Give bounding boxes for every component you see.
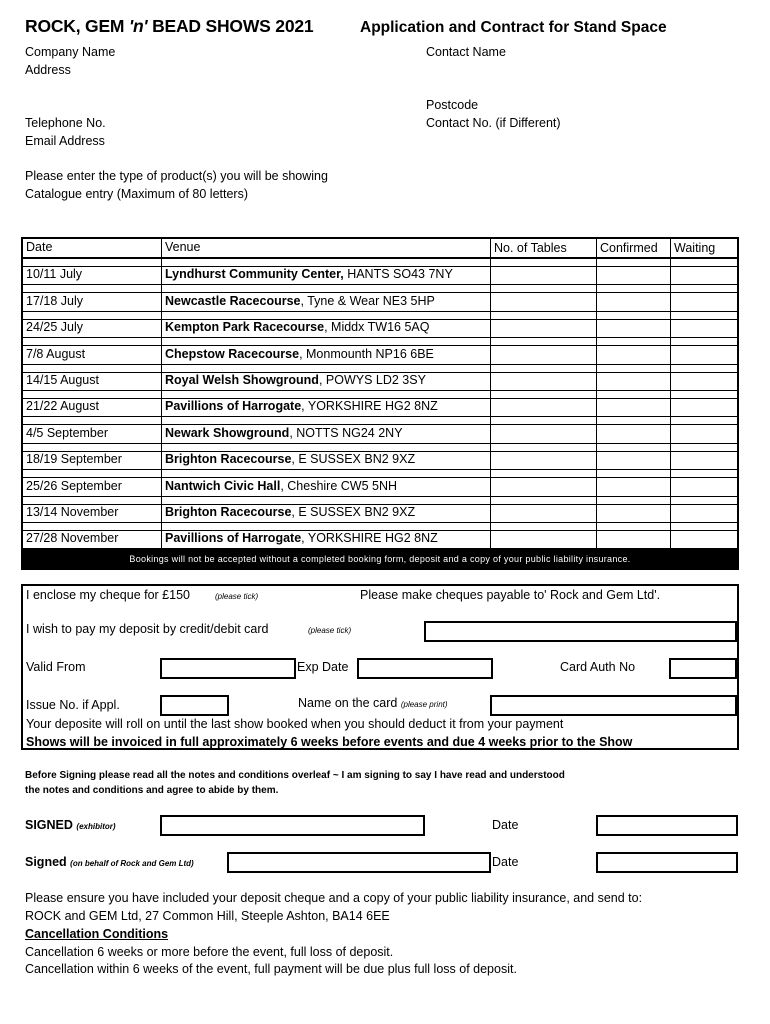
waiting-cell[interactable]: [671, 338, 737, 363]
venue-location: , NOTTS NG24 2NY: [289, 425, 403, 440]
waiting-cell[interactable]: [671, 312, 737, 337]
header-waiting: Waiting: [674, 241, 716, 255]
row-venue: [162, 391, 491, 416]
venue-name: Brighton Racecourse: [165, 504, 292, 519]
signing-note-line1: Before Signing please read all the notes and conditions overleaf ~ I am signing to say I have read and understood: [25, 770, 565, 781]
booking-notice: Bookings will not be accepted without a completed booking form, deposit and a copy of your public liability insurance.: [23, 549, 737, 568]
venue-name: Lyndhurst Community Center,: [165, 267, 344, 282]
venue-name: Pavillions of Harrogate: [165, 399, 302, 414]
row-venue: [162, 285, 491, 310]
tables-input-cell[interactable]: [491, 365, 597, 390]
signing-note-line2: the notes and conditions and agree to abide by them.: [25, 785, 279, 796]
exhibitor-sign-label: SIGNED (exhibitor): [25, 818, 116, 832]
row-date: 27/28 November: [23, 523, 162, 548]
venue-location: , Cheshire CW5 5NH: [280, 478, 398, 493]
company-sign-label: Signed (on behalf of Rock and Gem Ltd): [25, 855, 194, 869]
exhibitor-date-label: Date: [492, 818, 519, 832]
table-row: [23, 285, 737, 311]
show-schedule-table: [21, 237, 739, 570]
confirmed-cell[interactable]: [597, 523, 671, 548]
exhibitor-date-field[interactable]: [596, 815, 738, 836]
confirmed-cell[interactable]: [597, 365, 671, 390]
cheque-tick-hint: (please tick): [215, 592, 259, 601]
form-subtitle: Application and Contract for Stand Space: [360, 19, 667, 36]
confirmed-cell[interactable]: [597, 391, 671, 416]
name-on-card-label: Name on the card (please print): [298, 696, 448, 710]
confirmed-cell[interactable]: [597, 338, 671, 363]
venue-location: , YORKSHIRE HG2 8NZ: [301, 531, 438, 546]
table-row: [23, 497, 737, 523]
confirmed-cell[interactable]: [597, 259, 671, 284]
row-date: 7/8 August: [23, 338, 162, 363]
postcode-label: Postcode: [426, 98, 479, 112]
row-date: 21/22 August: [23, 391, 162, 416]
waiting-cell[interactable]: [671, 523, 737, 548]
valid-from-field[interactable]: [160, 658, 296, 679]
confirmed-cell[interactable]: [597, 497, 671, 522]
table-row: [23, 523, 737, 549]
venue-name: Newcastle Racecourse: [165, 293, 301, 308]
table-row: [23, 312, 737, 338]
tables-input-cell[interactable]: [491, 338, 597, 363]
cheque-payable-note: Please make cheques payable to' Rock and Gem Ltd'.: [360, 588, 661, 602]
issue-number-label: Issue No. if Appl.: [26, 698, 120, 712]
venue-name: Brighton Racecourse: [165, 452, 292, 467]
venue-name: Pavillions of Harrogate: [165, 531, 302, 546]
tables-input-cell[interactable]: [491, 417, 597, 442]
address-label: Address: [25, 63, 71, 77]
card-tick-hint: (please tick): [308, 626, 352, 635]
venue-location: , POWYS LD2 3SY: [318, 372, 426, 387]
email-label: Email Address: [25, 134, 105, 148]
table-row: [23, 259, 737, 285]
row-date: 14/15 August: [23, 365, 162, 390]
product-type-label: Please enter the type of product(s) you will be showing: [25, 169, 328, 183]
table-row: [23, 444, 737, 470]
tables-input-cell[interactable]: [491, 285, 597, 310]
company-signature-field[interactable]: [227, 852, 491, 873]
header-venue: Venue: [162, 239, 491, 257]
row-venue: [162, 338, 491, 363]
row-venue: [162, 470, 491, 495]
confirmed-cell[interactable]: [597, 470, 671, 495]
header-confirmed: Confirmed: [597, 239, 671, 257]
valid-from-label: Valid From: [26, 660, 86, 674]
name-on-card-field[interactable]: [490, 695, 737, 716]
contact-name-label: Contact Name: [426, 45, 506, 59]
row-date: 4/5 September: [23, 417, 162, 442]
postal-address: ROCK and GEM Ltd, 27 Common Hill, Steeple Ashton, BA14 6EE: [25, 909, 390, 923]
row-date: 17/18 July: [23, 285, 162, 310]
venue-location: HANTS SO43 7NY: [343, 267, 453, 282]
exp-date-label: Exp Date: [297, 660, 349, 674]
row-date: 10/11 July: [23, 259, 162, 284]
venue-location: , YORKSHIRE HG2 8NZ: [301, 399, 438, 414]
ensure-note: Please ensure you have included your deposit cheque and a copy of your public liability insurance, and send to:: [25, 891, 643, 905]
venue-location: , Monmounth NP16 6BE: [299, 346, 434, 361]
confirmed-cell[interactable]: [597, 312, 671, 337]
card-auth-label: Card Auth No: [560, 660, 636, 674]
row-venue: [162, 312, 491, 337]
issue-number-field[interactable]: [160, 695, 229, 716]
table-row: [23, 365, 737, 391]
venue-location: , Tyne & Wear NE3 5HP: [300, 293, 435, 308]
waiting-cell[interactable]: [671, 444, 737, 469]
tables-input-cell[interactable]: [491, 444, 597, 469]
row-date: 18/19 September: [23, 444, 162, 469]
row-date: 24/25 July: [23, 312, 162, 337]
venue-location: , E SUSSEX BN2 9XZ: [291, 452, 416, 467]
confirmed-cell[interactable]: [597, 444, 671, 469]
venue-name: Nantwich Civic Hall: [165, 478, 281, 493]
exhibitor-hint: (exhibitor): [76, 822, 116, 831]
venue-name: Kempton Park Racecourse: [165, 320, 325, 335]
waiting-cell[interactable]: [671, 470, 737, 495]
exp-date-field[interactable]: [357, 658, 493, 679]
tables-input-cell[interactable]: [491, 523, 597, 548]
tables-input-cell[interactable]: [491, 391, 597, 416]
row-venue: [162, 497, 491, 522]
table-row: [23, 338, 737, 364]
row-venue: [162, 417, 491, 442]
table-row: [23, 391, 737, 417]
row-date: 13/14 November: [23, 497, 162, 522]
payment-section: [21, 584, 739, 750]
tables-input-cell[interactable]: [491, 259, 597, 284]
row-venue: [162, 259, 491, 284]
exhibitor-signature-field[interactable]: [160, 815, 425, 836]
venue-name: Newark Showground: [165, 425, 290, 440]
cancellation-rule-1: Cancellation 6 weeks or more before the event, full loss of deposit.: [25, 945, 394, 959]
venue-name: Chepstow Racecourse: [165, 346, 300, 361]
contact-number-label: Contact No. (if Different): [426, 116, 561, 130]
form-title: ROCK, GEM 'n' BEAD SHOWS 2021: [25, 16, 314, 36]
card-tick-field[interactable]: [424, 621, 737, 642]
card-payment-label: I wish to pay my deposit by credit/debit card: [26, 622, 269, 636]
waiting-cell[interactable]: [671, 259, 737, 284]
venue-location: , E SUSSEX BN2 9XZ: [291, 504, 416, 519]
confirmed-cell[interactable]: [597, 417, 671, 442]
row-date: 25/26 September: [23, 470, 162, 495]
waiting-cell[interactable]: [671, 497, 737, 522]
table-row: [23, 470, 737, 496]
waiting-cell[interactable]: [671, 417, 737, 442]
header-tables: No. of Tables: [491, 239, 597, 257]
cancellation-rule-2: Cancellation within 6 weeks of the event, full payment will be due plus full loss of deposit.: [25, 962, 517, 976]
company-date-label: Date: [492, 855, 519, 869]
catalogue-entry-label: Catalogue entry (Maximum of 80 letters): [25, 187, 249, 201]
tables-input-cell[interactable]: [491, 497, 597, 522]
tables-input-cell[interactable]: [491, 312, 597, 337]
waiting-cell[interactable]: [671, 285, 737, 310]
venue-name: Royal Welsh Showground: [165, 372, 319, 387]
telephone-label: Telephone No.: [25, 116, 106, 130]
invoice-note: Shows will be invoiced in full approximately 6 weeks before events and due 4 weeks prior to the Show: [26, 735, 633, 749]
company-name-label: Company Name: [25, 45, 116, 59]
table-header-row: [23, 239, 737, 259]
company-sign-hint: (on behalf of Rock and Gem Ltd): [70, 859, 194, 868]
company-date-field[interactable]: [596, 852, 738, 873]
cancellation-heading: Cancellation Conditions: [25, 927, 169, 941]
waiting-cell[interactable]: [671, 391, 737, 416]
confirmed-cell[interactable]: [597, 285, 671, 310]
tables-input-cell[interactable]: [491, 470, 597, 495]
name-on-card-hint: (please print): [400, 700, 448, 709]
row-venue: [162, 523, 491, 548]
row-venue: [162, 365, 491, 390]
table-row: [23, 417, 737, 443]
header-date: Date: [23, 239, 162, 257]
waiting-cell[interactable]: [671, 365, 737, 390]
card-auth-field[interactable]: [669, 658, 737, 679]
cheque-label: I enclose my cheque for £150: [26, 588, 190, 602]
row-venue: [162, 444, 491, 469]
venue-location: , Middx TW16 5AQ: [324, 320, 430, 335]
deposit-roll-note: Your deposite will roll on until the last show booked when you should deduct it from your payment: [26, 717, 564, 731]
